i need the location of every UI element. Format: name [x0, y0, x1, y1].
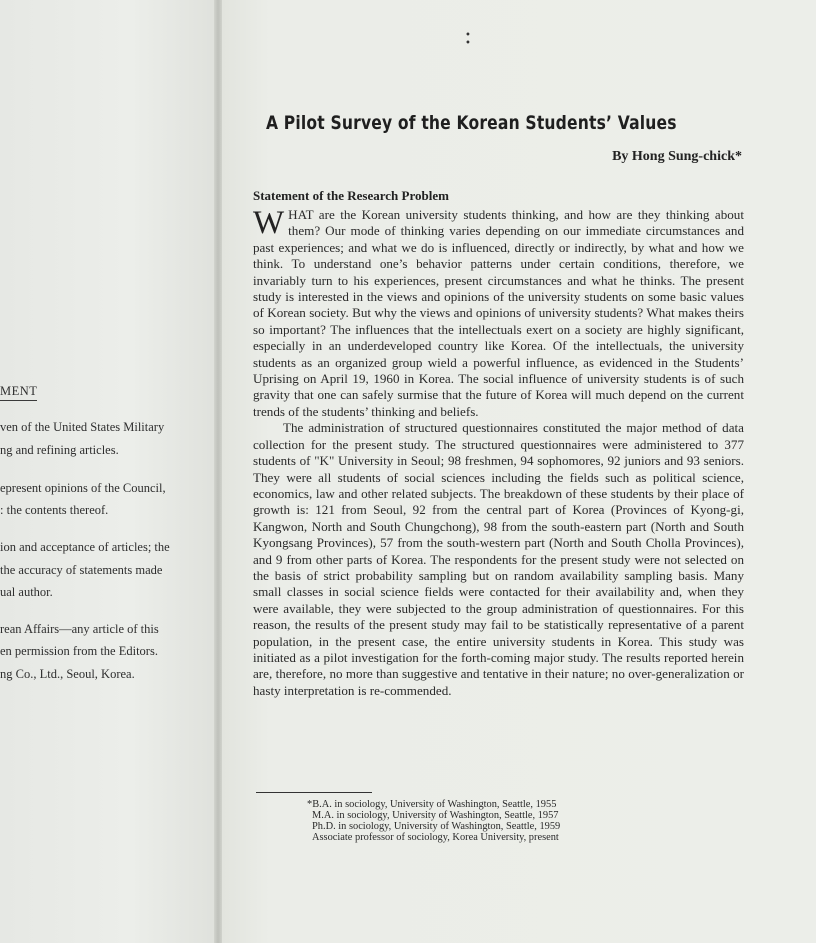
- drop-cap: W: [253, 205, 285, 241]
- paragraph-1: [253, 207, 744, 420]
- article-title: A Pilot Survey of the Korean Students’ Values: [266, 112, 677, 134]
- article-body: [253, 207, 744, 699]
- left-page-line: epresent opinions of the Council,: [0, 481, 166, 495]
- footnotes: [307, 799, 560, 843]
- left-page-line: ng and refining articles.: [0, 443, 119, 457]
- left-page-line: the accuracy of statements made: [0, 563, 163, 577]
- page-mark-dots: • •: [465, 30, 471, 49]
- left-page-line: rean Affairs—any article of this: [0, 622, 159, 636]
- left-page-line: ual author.: [0, 585, 53, 599]
- paragraph-2: The administration of structured questionnaires constituted the major method of data collection for the present study. The structured questionnaires were administered to 377 students of "K" University in Seoul; 98 freshmen, 94 sophomores, 92 juniors and 93 seniors. They were all students of social sciences including the fields such as political science, economics, law and other related subjects. The breakdown of these students by their place of growth is: 121 from Seoul, 92 from the central part of Korea (Provinces of Kyong-gi, Kangwon, North and South Chungchong), 98 from the south-eastern part (North and South Kyongsang Provinces), 57 from the south-western part (North and South Cholla Provinces), and 9 from other parts of Korea. The respondents for the present study were not selected on the basis of strict probability sampling but on random availability sampling basis. Many small classes in social science fields were contacted for their availability and, when they were available, they were subjected to the group administration of questionnaires. For this reason, the results of the present study may fail to be statistically representative of a parent population, in the present case, the entire university students in Korea. This study was initiated as a pilot investigation for the forth-coming major study. The results reported herein are, therefore, no more than suggestive and tentative in their nature; no over-generalization or hasty interpretation is re-commended.: [253, 420, 744, 698]
- footnote-rule: [256, 792, 372, 793]
- footnote-line: Ph.D. in sociology, University of Washington, Seattle, 1959: [312, 821, 561, 832]
- paragraph-1-text: HAT are the Korean university students thinking, and how are they thinking about them? Our mode of thinking varies depending on our immediate circumstances and past experiences; and what we do is influenced, directly or indirectly, by what and how we think. To understand one’s behavior patterns under certain conditions, therefore, we invariably turn to his experiences, present circumstances and what he thinks. The present study is interested in the views and opinions of the university students on some basic values of Korean society. But why the views and opinions of university students? What makes theirs so important? The influences that the intellectuals exert on a society are highly significant, especially in an underdeveloped country like Korea. Of the intellectuals, the university students as an organized group wield a powerful influence, as evidenced in the Students’ Uprising on April 19, 1960 in Korea. The social influence of university students is of such gravity that one can safely surmise that the future of Korea will much depend on the current trends of the students’ thinking and beliefs.: [253, 207, 744, 419]
- footnote-line: M.A. in sociology, University of Washington, Seattle, 1957: [312, 810, 559, 821]
- left-page-line: : the contents thereof.: [0, 503, 109, 517]
- left-page-line: en permission from the Editors.: [0, 644, 158, 658]
- footnote-line: Associate professor of sociology, Korea University, present: [312, 832, 559, 843]
- section-heading: Statement of the Research Problem: [253, 188, 449, 203]
- left-page-heading: MENT: [0, 384, 37, 401]
- left-page-line: ng Co., Ltd., Seoul, Korea.: [0, 667, 135, 681]
- left-page-line: ven of the United States Military: [0, 420, 165, 434]
- left-page: [0, 0, 218, 943]
- left-page-line: ion and acceptance of articles; the: [0, 540, 170, 554]
- footnote-line: *B.A. in sociology, University of Washington, Seattle, 1955: [307, 799, 557, 810]
- article-byline: By Hong Sung-chick*: [612, 149, 742, 164]
